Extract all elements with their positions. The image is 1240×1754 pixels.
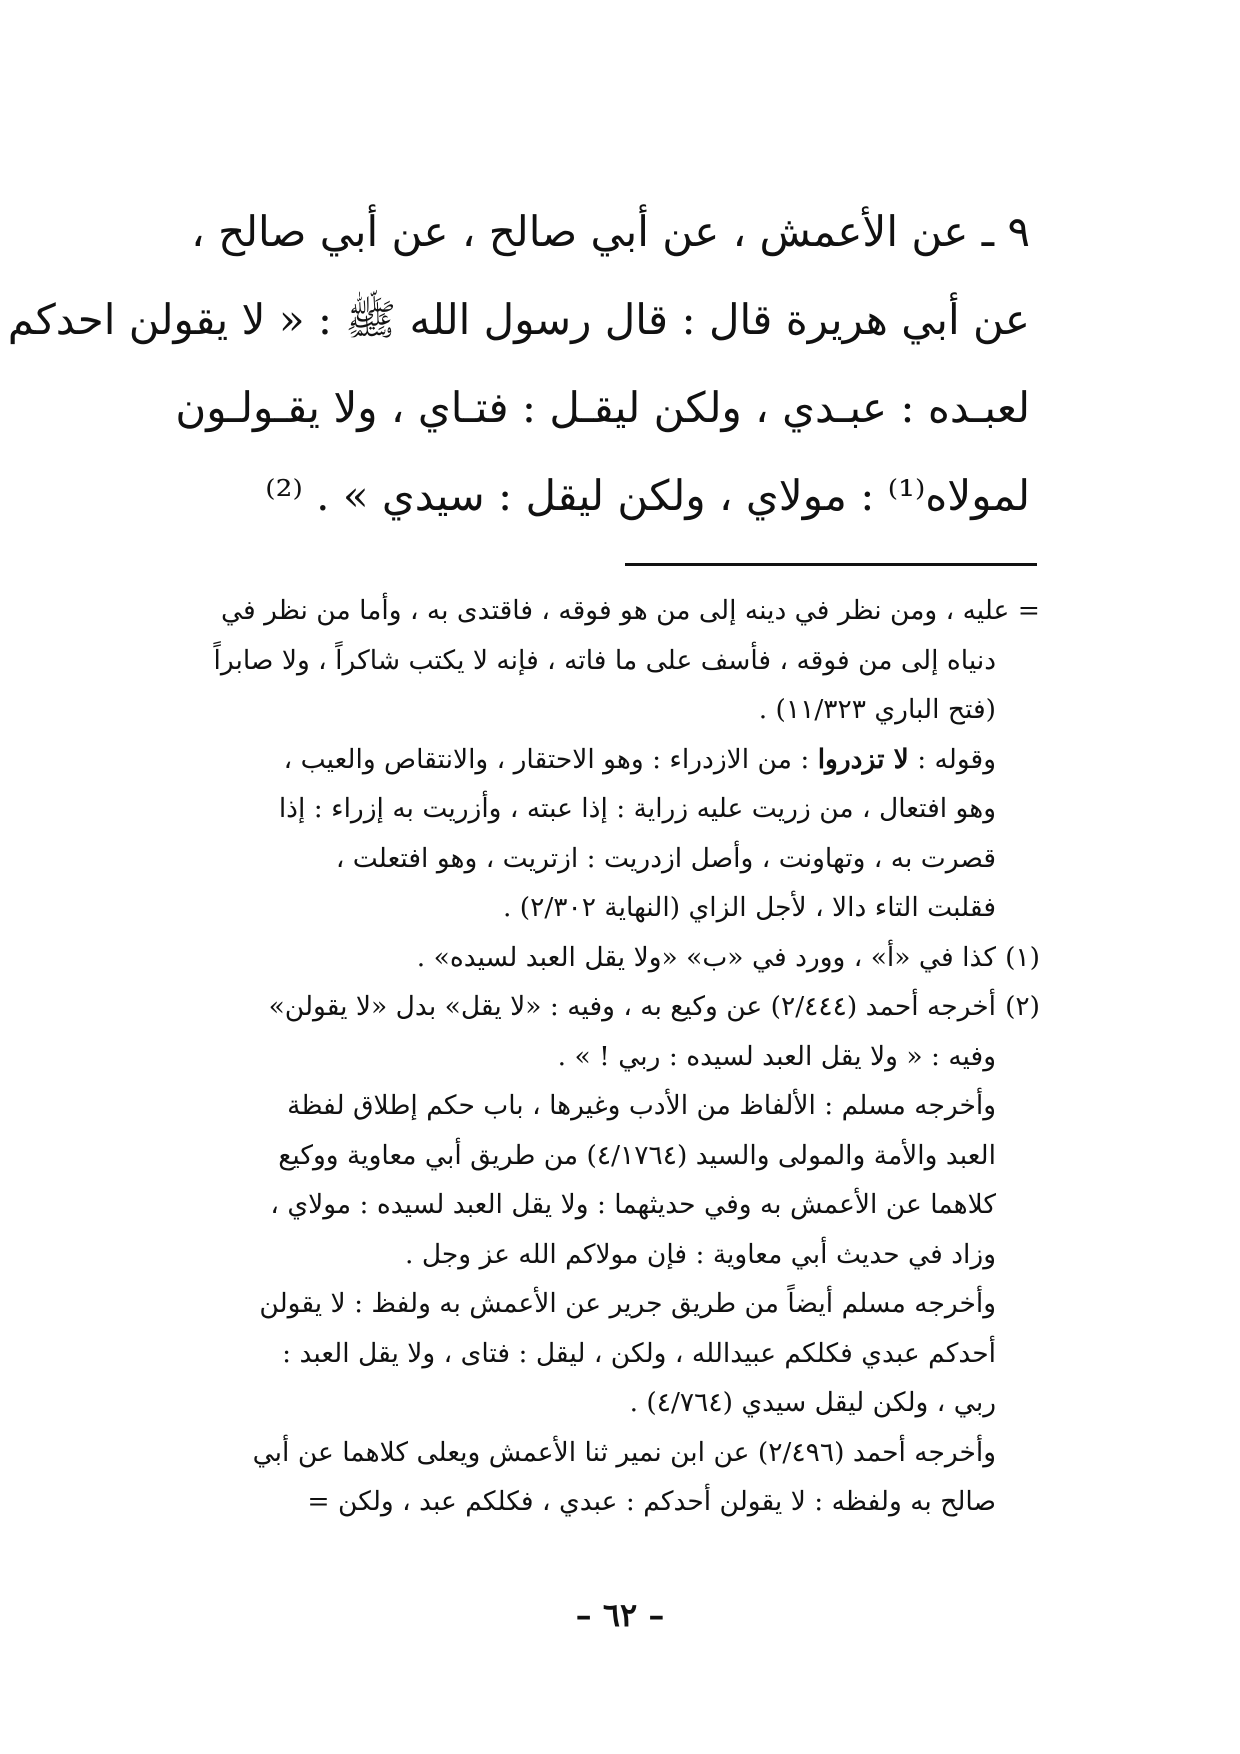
footnote-line: وزاد في حديث أبي معاوية : فإن مولاكم الله عز وجل .	[404, 1238, 996, 1270]
hadith-text	[7, 188, 1030, 540]
page-number: – ٦٢ –	[575, 1596, 665, 1634]
footnote-line: (فتح الباري ١١/٣٢٣) .	[758, 694, 996, 725]
footnote-marker: (١)	[1005, 941, 1040, 973]
footnote-line: قصرت به ، وتهاونت ، وأصل ازدريت : ازتريت ، وهو افتعلت ،	[335, 842, 996, 874]
footnote-line: دنياه إلى من فوقه ، فأسف على ما فاته ، فإنه لا يكتب شاكراً ، ولا صابراً	[213, 644, 996, 676]
footnotes	[155, 586, 1040, 1527]
footnote-text: كذا في «أ» ، وورد في «ب» «ولا يقل العبد لسيده» .	[416, 941, 996, 973]
footnote-line: فقلبت التاء دالا ، لأجل الزاي (النهاية ٢/٣٠٢) .	[502, 892, 996, 923]
footnote-text: وقوله :	[908, 743, 996, 775]
footnote-line	[155, 735, 1040, 785]
footnote-term: لا تزدروا	[817, 743, 909, 775]
footnote-line: ربي ، ولكن ليقل سيدي (٤/٧٦٤) .	[629, 1387, 996, 1418]
footnote-line: أحدكم عبدي فكلكم عبيدالله ، ولكن ، ليقل : فتاى ، ولا يقل العبد :	[282, 1337, 996, 1369]
hadith-line: لعبـده : عبـدي ، ولكن ليقـل : فتـاي ، ولا يقـولـون	[175, 383, 1030, 432]
footnote-line: وهو افتعال ، من زريت عليه زراية : إذا عبته ، وأزريت به إزراء : إذا	[278, 793, 996, 824]
hadith-line: عن أبي هريرة قال : قال رسول الله ﷺ : « لا يقولن احدكم	[7, 295, 1030, 344]
footnote-line: وأخرجه أحمد (٢/٤٩٦) عن ابن نمير ثنا الأعمش ويعلى كلاهما عن أبي	[252, 1436, 996, 1468]
footnote-text: : من الازدراء : وهو الاحتقار ، والانتقاص والعيب ،	[283, 743, 818, 775]
hadith-line: لمولاه⁽¹⁾ : مولاي ، ولكن ليقل : سيدي » . ⁽²⁾	[265, 471, 1030, 520]
footnote-2	[155, 982, 1040, 1032]
footnote-line: كلاهما عن الأعمش به وفي حديثهما : ولا يقل العبد لسيده : مولاي ،	[270, 1189, 996, 1220]
hadith-line: ٩ ـ عن الأعمش ، عن أبي صالح ، عن أبي صالح ،	[191, 207, 1030, 256]
footnote-1	[155, 933, 1040, 983]
footnote-separator	[625, 563, 1037, 566]
footnote-line: وأخرجه مسلم : الألفاظ من الأدب وغيرها ، باب حكم إطلاق لفظة	[287, 1090, 996, 1121]
footnote-line: = عليه ، ومن نظر في دينه إلى من هو فوقه ، فاقتدى به ، وأما من نظر في	[220, 595, 1040, 626]
footnote-line: وفيه : « ولا يقل العبد لسيده : ربي ! » .	[557, 1040, 996, 1072]
footnote-line: العبد والأمة والمولى والسيد (٤/١٧٦٤) من طريق أبي معاوية ووكيع	[278, 1139, 996, 1171]
footnote-line: صالح به ولفظه : لا يقولن أحدكم : عبدي ، فكلكم عبد ، ولكن =	[307, 1486, 996, 1517]
footnote-line: وأخرجه مسلم أيضاً من طريق جرير عن الأعمش به ولفظ : لا يقولن	[259, 1288, 996, 1319]
footnote-marker: (٢)	[1005, 991, 1040, 1022]
footnote-text: أخرجه أحمد (٢/٤٤٤) عن وكيع به ، وفيه : «لا يقل» بدل «لا يقولن»	[268, 991, 996, 1022]
